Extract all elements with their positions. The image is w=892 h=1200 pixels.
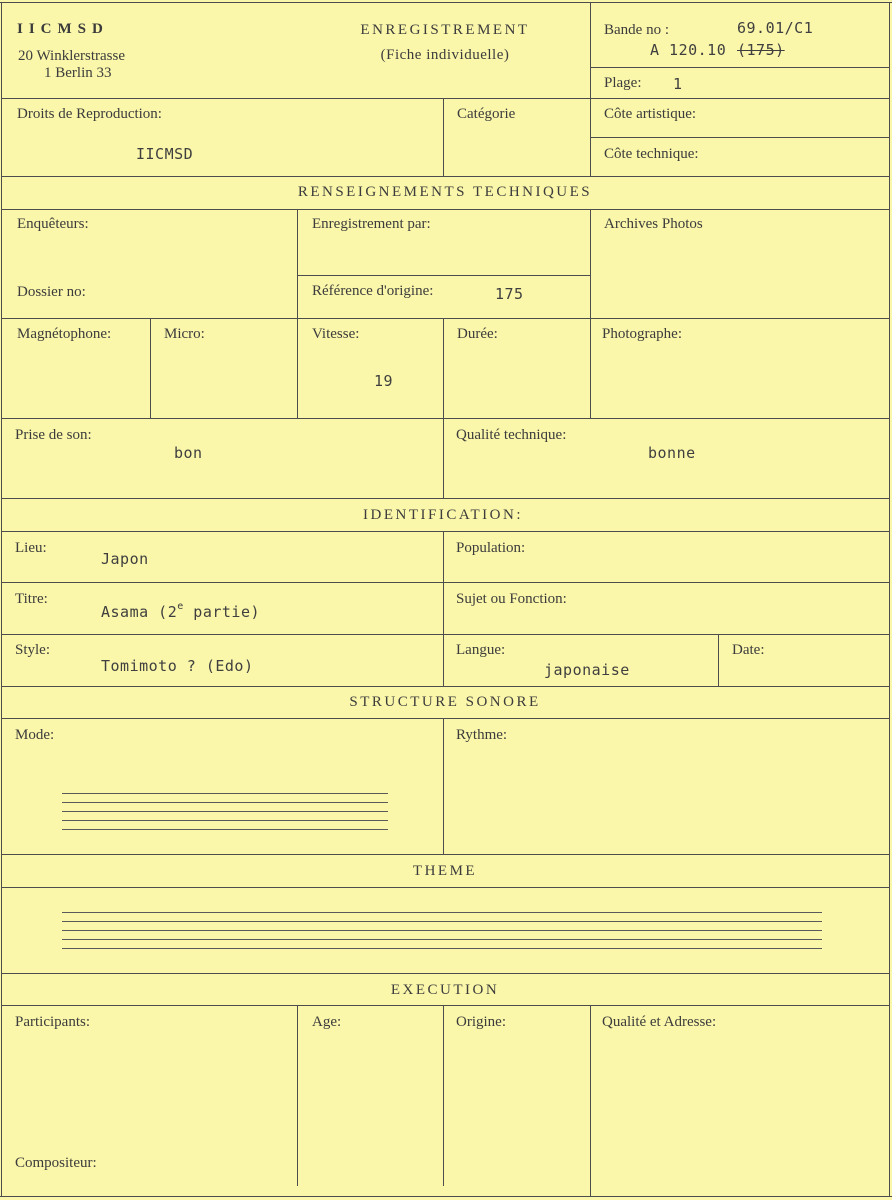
droits-label: Droits de Reproduction: xyxy=(17,106,162,122)
divider xyxy=(1,418,889,419)
qualite-adresse-label: Qualité et Adresse: xyxy=(602,1014,717,1030)
titre-value-sup: e xyxy=(177,601,184,612)
reference-value: 175 xyxy=(495,285,524,303)
bande-struck-value: (175) xyxy=(737,41,785,59)
divider xyxy=(1,176,889,177)
lieu-label: Lieu: xyxy=(15,540,47,556)
cote-technique-label: Côte technique: xyxy=(604,146,699,162)
divider xyxy=(590,1005,591,1196)
divider xyxy=(590,318,591,418)
staff-line xyxy=(62,793,388,794)
card-subtitle: (Fiche individuelle) xyxy=(380,47,510,63)
divider xyxy=(1,887,889,888)
divider xyxy=(1,718,889,719)
dossier-label: Dossier no: xyxy=(17,284,86,300)
vitesse-label: Vitesse: xyxy=(312,326,360,342)
divider xyxy=(1,1005,889,1006)
divider xyxy=(297,318,298,418)
staff-line xyxy=(62,948,822,949)
participants-label: Participants: xyxy=(15,1014,90,1030)
divider xyxy=(443,1005,444,1186)
style-label: Style: xyxy=(15,642,51,658)
magnetophone-label: Magnétophone: xyxy=(17,326,112,342)
duree-label: Durée: xyxy=(457,326,498,342)
cote-artistique-label: Côte artistique: xyxy=(604,106,697,122)
mode-label: Mode: xyxy=(15,727,55,743)
border-top xyxy=(0,2,892,3)
card-title: ENREGISTREMENT xyxy=(360,22,530,38)
border-bottom xyxy=(0,1196,892,1197)
lieu-value: Japon xyxy=(101,550,149,568)
staff-line xyxy=(62,829,388,830)
divider xyxy=(1,209,889,210)
divider xyxy=(718,634,719,686)
photographe-label: Photographe: xyxy=(602,326,682,342)
divider xyxy=(1,318,889,319)
langue-value: japonaise xyxy=(544,661,630,679)
divider xyxy=(1,582,889,583)
titre-value-main: Asama (2 xyxy=(101,603,178,621)
divider xyxy=(443,318,444,418)
divider xyxy=(1,973,889,974)
divider xyxy=(1,686,889,687)
divider xyxy=(590,209,591,318)
divider xyxy=(443,531,444,686)
divider xyxy=(443,718,444,854)
population-label: Population: xyxy=(456,540,526,556)
rythme-label: Rythme: xyxy=(456,727,508,743)
bande-value: 69.01/C1 xyxy=(737,19,814,37)
divider xyxy=(150,318,151,418)
style-value: Tomimoto ? (Edo) xyxy=(101,657,254,675)
address-line-2: 1 Berlin 33 xyxy=(44,65,112,81)
staff-line xyxy=(62,930,822,931)
bande-value-2: A 120.10 xyxy=(650,41,727,59)
divider xyxy=(443,418,444,498)
origine-label: Origine: xyxy=(456,1014,506,1030)
divider xyxy=(297,1005,298,1186)
divider xyxy=(1,98,889,99)
staff-line xyxy=(62,811,388,812)
section-title-execution: EXECUTION xyxy=(390,982,500,998)
enregistrement-par-label: Enregistrement par: xyxy=(312,216,431,232)
date-label: Date: xyxy=(732,642,765,658)
vitesse-value: 19 xyxy=(374,372,394,390)
divider xyxy=(590,2,591,98)
section-title-structure: STRUCTURE SONORE xyxy=(349,694,541,710)
prise-de-son-label: Prise de son: xyxy=(15,427,92,443)
titre-label: Titre: xyxy=(15,591,48,607)
categorie-label: Catégorie xyxy=(457,106,516,122)
prise-de-son-value: bon xyxy=(174,444,203,462)
qualite-technique-label: Qualité technique: xyxy=(456,427,567,443)
sujet-label: Sujet ou Fonction: xyxy=(456,591,567,607)
staff-line xyxy=(62,820,388,821)
divider xyxy=(297,209,298,318)
section-title-theme: THEME xyxy=(412,863,478,879)
age-label: Age: xyxy=(312,1014,342,1030)
section-title-technique: RENSEIGNEMENTS TECHNIQUES xyxy=(297,184,593,200)
qualite-technique-value: bonne xyxy=(648,444,696,462)
micro-label: Micro: xyxy=(164,326,205,342)
section-title-identification: IDENTIFICATION: xyxy=(363,507,523,523)
divider xyxy=(298,275,590,276)
border-right xyxy=(889,2,890,1196)
staff-line xyxy=(62,939,822,940)
divider xyxy=(1,531,889,532)
bande-label: Bande no : xyxy=(604,22,669,38)
plage-label: Plage: xyxy=(604,75,642,91)
compositeur-label: Compositeur: xyxy=(15,1155,97,1171)
divider xyxy=(591,67,889,68)
titre-value xyxy=(101,603,260,621)
divider xyxy=(443,98,444,176)
droits-value: IICMSD xyxy=(136,145,194,163)
divider xyxy=(591,137,889,138)
reference-label: Référence d'origine: xyxy=(312,283,434,299)
address-line-1: 20 Winklerstrasse xyxy=(18,48,126,64)
staff-line xyxy=(62,921,822,922)
border-left xyxy=(1,2,2,1196)
plage-value: 1 xyxy=(673,75,683,93)
langue-label: Langue: xyxy=(456,642,506,658)
staff-line xyxy=(62,802,388,803)
titre-value-rest: partie) xyxy=(183,603,261,621)
org-logo: IICMSD xyxy=(17,21,109,37)
archives-photos-label: Archives Photos xyxy=(604,216,703,232)
divider xyxy=(1,634,889,635)
staff-line xyxy=(62,912,822,913)
enqueteurs-label: Enquêteurs: xyxy=(17,216,89,232)
divider xyxy=(1,498,889,499)
divider xyxy=(1,854,889,855)
